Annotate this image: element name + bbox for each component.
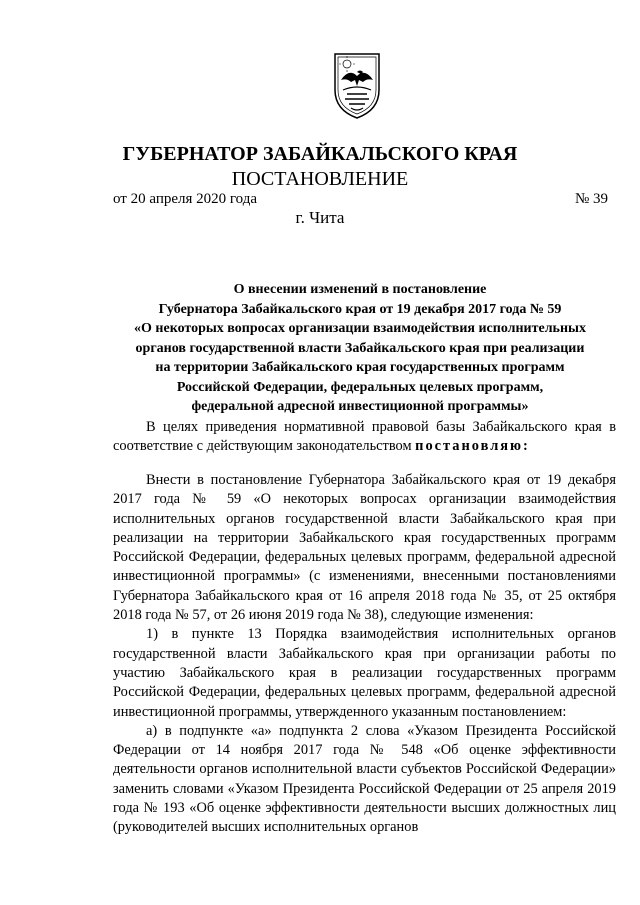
document-type: ПОСТАНОВЛЕНИЕ	[231, 168, 409, 190]
body-paragraph-item-1: 1) в пункте 13 Порядка взаимодействия исполнительных органов государственной власти Забайкальского края при организации работы по участию Забайкальского края в реализации государственных программ Российской Федерации, федеральных целевых программ, федеральной адресной инвестиционной программы, утвержденного указанным постановлением:	[113, 626, 616, 720]
coat-of-arms-emblem	[329, 50, 385, 120]
preamble-decree-word: постановляю:	[415, 438, 530, 455]
main-body	[113, 471, 616, 838]
heading-line: Российской Федерации, федеральных целевых программ,	[176, 379, 544, 395]
document-date: от 20 апреля 2020 года	[113, 191, 258, 207]
issuing-authority: ГУБЕРНАТОР ЗАБАЙКАЛЬСКОГО КРАЯ	[122, 143, 518, 165]
heading-line: на территории Забайкальского края государственных программ	[155, 360, 565, 375]
document-city: г. Чита	[295, 208, 345, 227]
preamble-text: В целях приведения нормативной правовой базы Забайкальского края в соответствие с действующим законодательством	[113, 419, 616, 455]
document-heading	[100, 280, 620, 417]
preamble-paragraph	[113, 418, 616, 457]
heading-line: Губернатора Забайкальского края от 19 декабря 2017 года № 59	[158, 301, 562, 317]
document-number: № 39	[574, 191, 608, 207]
heading-line: О внесении изменений в постановление	[233, 282, 487, 297]
body-paragraph-subitem-a: а) в подпункте «а» подпункта 2 слова «Указом Президента Российской Федерации от 14 ноября 2017 года № 548 «Об оценке эффективности деятельности органов исполнительной власти субъектов Российской Федерации» заменить словами «Указом Президента Российской Федерации от 25 апреля 2019 года № 193 «Об оценке эффективности деятельности высших должностных лиц (руководителей высших исполнительных органов	[113, 722, 616, 836]
heading-line: органов государственной власти Забайкальского края при реализации	[135, 340, 585, 356]
heading-line: «О некоторых вопросах организации взаимодействия исполнительных	[134, 321, 586, 336]
body-paragraph-intro: Внести в постановление Губернатора Забайкальского края от 19 декабря 2017 года № 59 «О некоторых вопросах организации взаимодействия исполнительных органов государственной власти Забайкальского края при реализации на территории Забайкальского края государственных программ Российской Федерации, федеральных целевых программ, федеральной адресной инвестиционной программы» (с изменениями, внесенными постановлениями Губернатора Забайкальского края от 16 апреля 2018 года № 35, от 25 октября 2018 года № 57, от 26 июня 2019 года № 38), следующие изменения:	[113, 472, 616, 624]
heading-line: федеральной адресной инвестиционной программы»	[191, 399, 529, 414]
